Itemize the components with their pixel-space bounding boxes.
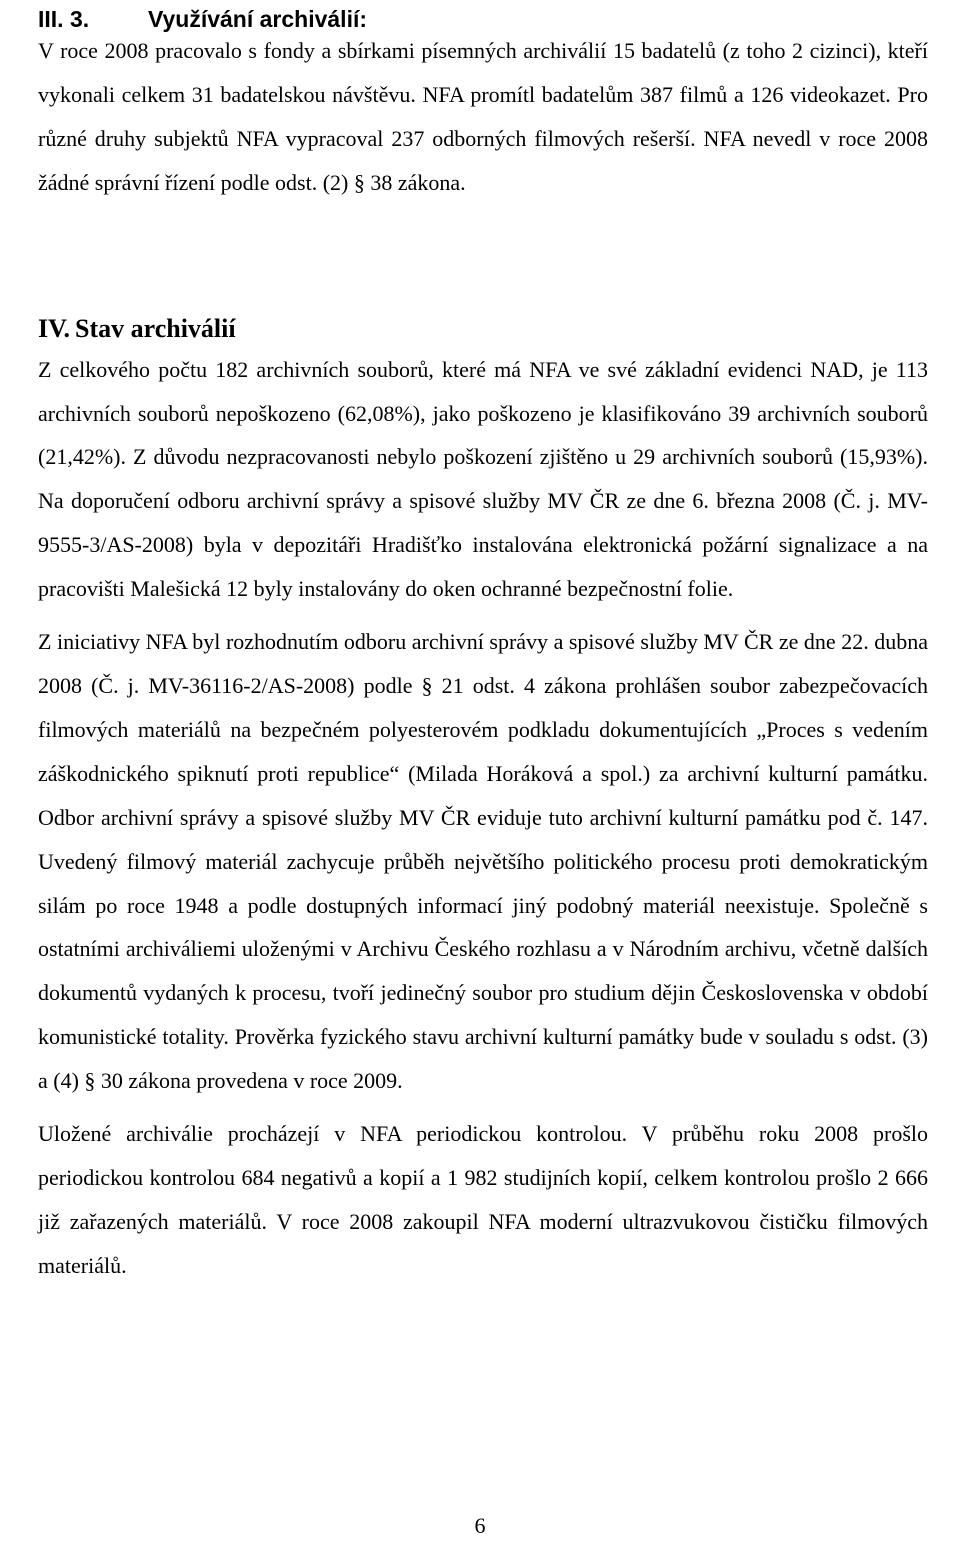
paragraph-inspection: Uložené archiválie procházejí v NFA periodickou kontrolou. V průběhu roku 2008 prošlo periodickou kontrolou 684 negativů a kopií a 1 982 studijních kopií, celkem kontrolou prošlo 2 666 již zařazených materiálů. V roce 2008 zakoupil NFA moderní ultrazvukovou čističku filmových materiálů. — [38, 1121, 928, 1278]
section-title: Využívání archiválií: — [148, 6, 368, 32]
paragraph-cultural-monument: Z iniciativy NFA byl rozhodnutím odboru archivní správy a spisové služby MV ČR ze dne 22. dubna 2008 (Č. j. MV-36116-2/AS-2008) podle § 21 odst. 4 zákona prohlášen soubor zabezpečovacích filmových materiálů na bezpečném polyesterovém podkladu dokumentujících „Proces s vedením záškodnického spiknutí proti republice“ (Milada Horáková a spol.) za archivní kulturní památku. Odbor archivní správy a spisové služby MV ČR eviduje tuto archivní kulturní památku pod č. 147. Uvedený filmový materiál zachycuje průběh největšího politického procesu proti demokratickým silám po roce 1948 a podle dostupných informací jiný podobný materiál neexistuje. Společně s ostatními archiváliemi uloženými v Archivu Českého rozhlasu a v Národním archivu, včetně dalších dokumentů vydaných k procesu, tvoří jedinečný soubor pro studium dějin Československa v období komunistické totality. Prověrka fyzického stavu archivní kulturní památky bude v souladu s odst. (3) a (4) § 30 zákona provedena v roce 2009. — [38, 629, 928, 1094]
document-page — [38, 0, 928, 1288]
section-title: Stav archiválií — [75, 313, 236, 343]
section-heading-4 — [38, 312, 928, 346]
page-number: 6 — [474, 1513, 486, 1538]
paragraph-usage: V roce 2008 pracovalo s fondy a sbírkami písemných archiválií 15 badatelů (z toho 2 cizinci), kteří vykonali celkem 31 badatelskou návštěvu. NFA promítl badatelům 387 filmů a 126 videokazet. Pro různé druhy subjektů NFA vypracoval 237 odborných filmových rešerší. NFA nevedl v roce 2008 žádné správní řízení podle odst. (2) § 38 zákona. — [38, 38, 928, 195]
section-number: III. 3. — [38, 6, 90, 32]
section-number: IV. — [38, 313, 71, 343]
paragraph-condition: Z celkového počtu 182 archivních souborů, které má NFA ve své základní evidenci NAD, je 113 archivních souborů nepoškozeno (62,08%), jako poškozeno je klasifikováno 39 archivních souborů (21,42%). Z důvodu nezpracovanosti nebylo poškození zjištěno u 29 archivních souborů (15,93%). Na doporučení odboru archivní správy a spisové služby MV ČR ze dne 6. března 2008 (Č. j. MV-9555-3/AS-2008) byla v depozitáři Hradišťko instalována elektronická požární signalizace a na pracovišti Malešická 12 byly instalovány do oken ochranné bezpečnostní folie. — [38, 356, 928, 602]
